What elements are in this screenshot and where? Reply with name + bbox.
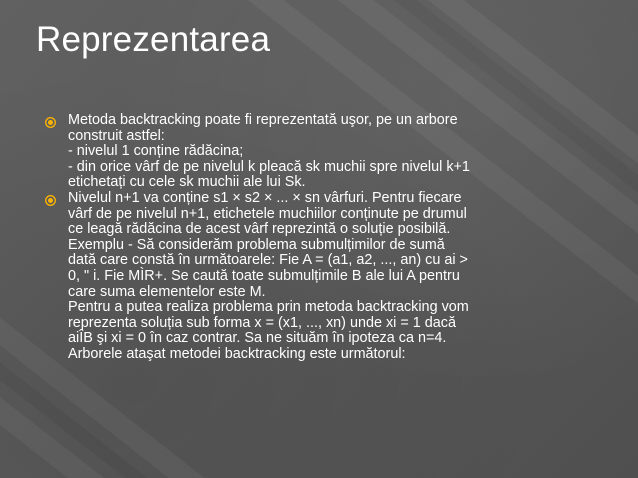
bullet-list [44, 113, 604, 363]
bullet-text: Metoda backtracking poate fi reprezentată uşor, pe un arbore construit astfel: - nivelul 1 conține rădăcina; - din orice vârf de pe nivelul k pleacă sk muchii spre nivelul k+1 etichetați cu cele sk muchii ale lui Sk. [68, 112, 470, 191]
bullet-text: Nivelul n+1 va conține s1 × s2 × ... × sn vârfuri. Pentru fiecare vârf de pe nivelul n+1, etichetele muchiilor conținute pe drumul ce leagă rădăcina de acest vârf reprezintă o soluție posibilă. Exemplu - Să considerăm problema submulțimilor de sumă dată care constă în următoarele: Fie A = (a1, a2, ..., an) cu ai > 0, " i. Fie MÌR+. Se caută toate submulțimile B ale lui A pentru care suma elementelor este M. Pentru a putea realiza problema prin metoda backtracking vom reprezenta soluția sub forma x = (x1, ..., xn) unde xi = 1 dacă aiÎB şi xi = 0 în caz contrar. Sa ne situăm în ipoteza ca n=4. Arborele ataşat metodei backtracking este următorul: [68, 189, 469, 362]
slide-title: Reprezentarea [36, 20, 271, 59]
circle-bullet-icon [45, 117, 56, 128]
bullet-item [44, 191, 604, 363]
circle-bullet-icon [45, 195, 56, 206]
bullet-item [44, 113, 604, 191]
